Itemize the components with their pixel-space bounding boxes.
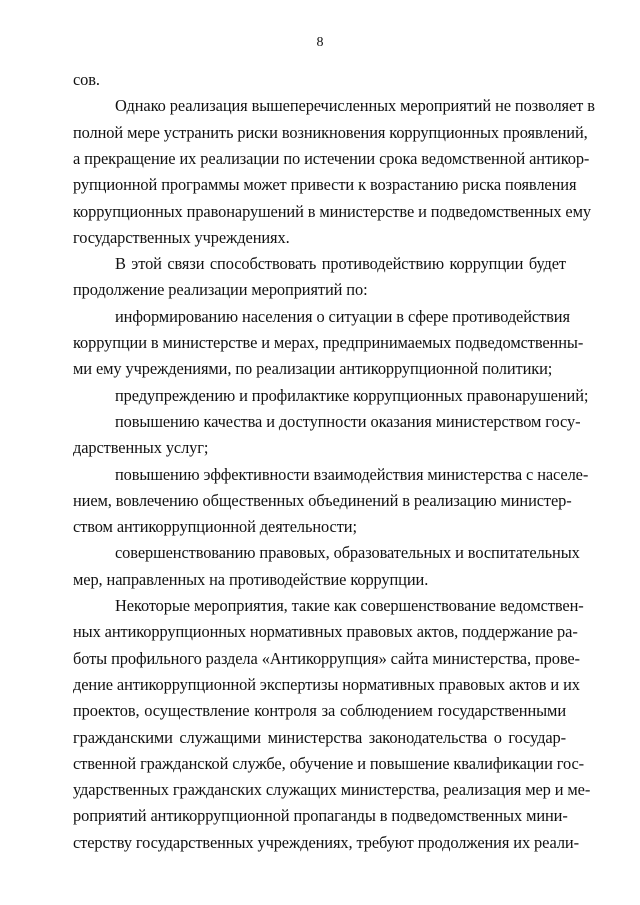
text-line: ми ему учреждениями, по реализации антикоррупционной политики; — [73, 359, 553, 379]
text-line: повышению качества и доступности оказания министерством госу- — [115, 411, 581, 431]
text-line: мер, направленных на противодействие коррупции. — [73, 569, 429, 589]
text-line: проектов, осуществление контроля за соблюдением государственными — [73, 701, 566, 721]
text-line: полной мере устранить риски возникновения коррупционных проявлений, — [73, 122, 588, 142]
text-line: рупционной программы может привести к возрастанию риска появления — [73, 175, 577, 195]
text-line: В этой связи способствовать противодействию коррупции будет — [115, 254, 566, 274]
text-line: нием, вовлечению общественных объединений в реализацию министер- — [73, 490, 572, 510]
text-line: ством антикоррупционной деятельности; — [73, 517, 357, 537]
text-line: боты профильного раздела «Антикоррупция» сайта министерства, прове- — [73, 648, 580, 668]
text-line: государственных учреждениях. — [73, 227, 290, 247]
text-line: совершенствованию правовых, образовательных и воспитательных — [115, 543, 580, 563]
text-line: коррупционных правонарушений в министерстве и подведомственных ему — [73, 201, 591, 221]
text-line: сов. — [73, 70, 100, 89]
text-line: коррупции в министерстве и мерах, предпринимаемых подведомственны- — [73, 333, 584, 352]
text-line: повышению эффективности взаимодействия министерства с населе- — [115, 464, 589, 484]
text-line: роприятий антикоррупционной пропаганды в подведомственных мини- — [73, 806, 568, 826]
text-line: продолжение реализации мероприятий по: — [73, 280, 368, 300]
text-line: а прекращение их реализации по истечении срока ведомственной антикор- — [73, 148, 590, 168]
text-line: ственной гражданской службе, обучение и повышение квалификации гос- — [73, 753, 585, 773]
text-line: Однако реализация вышеперечисленных мероприятий не позволяет в — [115, 96, 595, 116]
text-line: стерству государственных учреждениях, требуют продолжения их реали- — [73, 832, 579, 852]
text-line: дение антикоррупционной экспертизы нормативных правовых актов и их — [73, 674, 580, 694]
text-line: гражданскими служащими министерства законодательства о государ- — [73, 727, 566, 747]
text-line: Некоторые мероприятия, такие как совершенствование ведомствен- — [115, 596, 584, 615]
page-number: 8 — [316, 35, 324, 50]
text-line: дарственных услуг; — [73, 438, 209, 458]
text-line: ных антикоррупционных нормативных правовых актов, поддержание ра- — [73, 622, 578, 642]
text-line: информированию населения о ситуации в сфере противодействия — [115, 306, 570, 326]
text-line: предупреждению и профилактике коррупционных правонарушений; — [115, 385, 589, 405]
text-line: ударственных гражданских служащих министерства, реализация мер и ме- — [73, 780, 591, 800]
